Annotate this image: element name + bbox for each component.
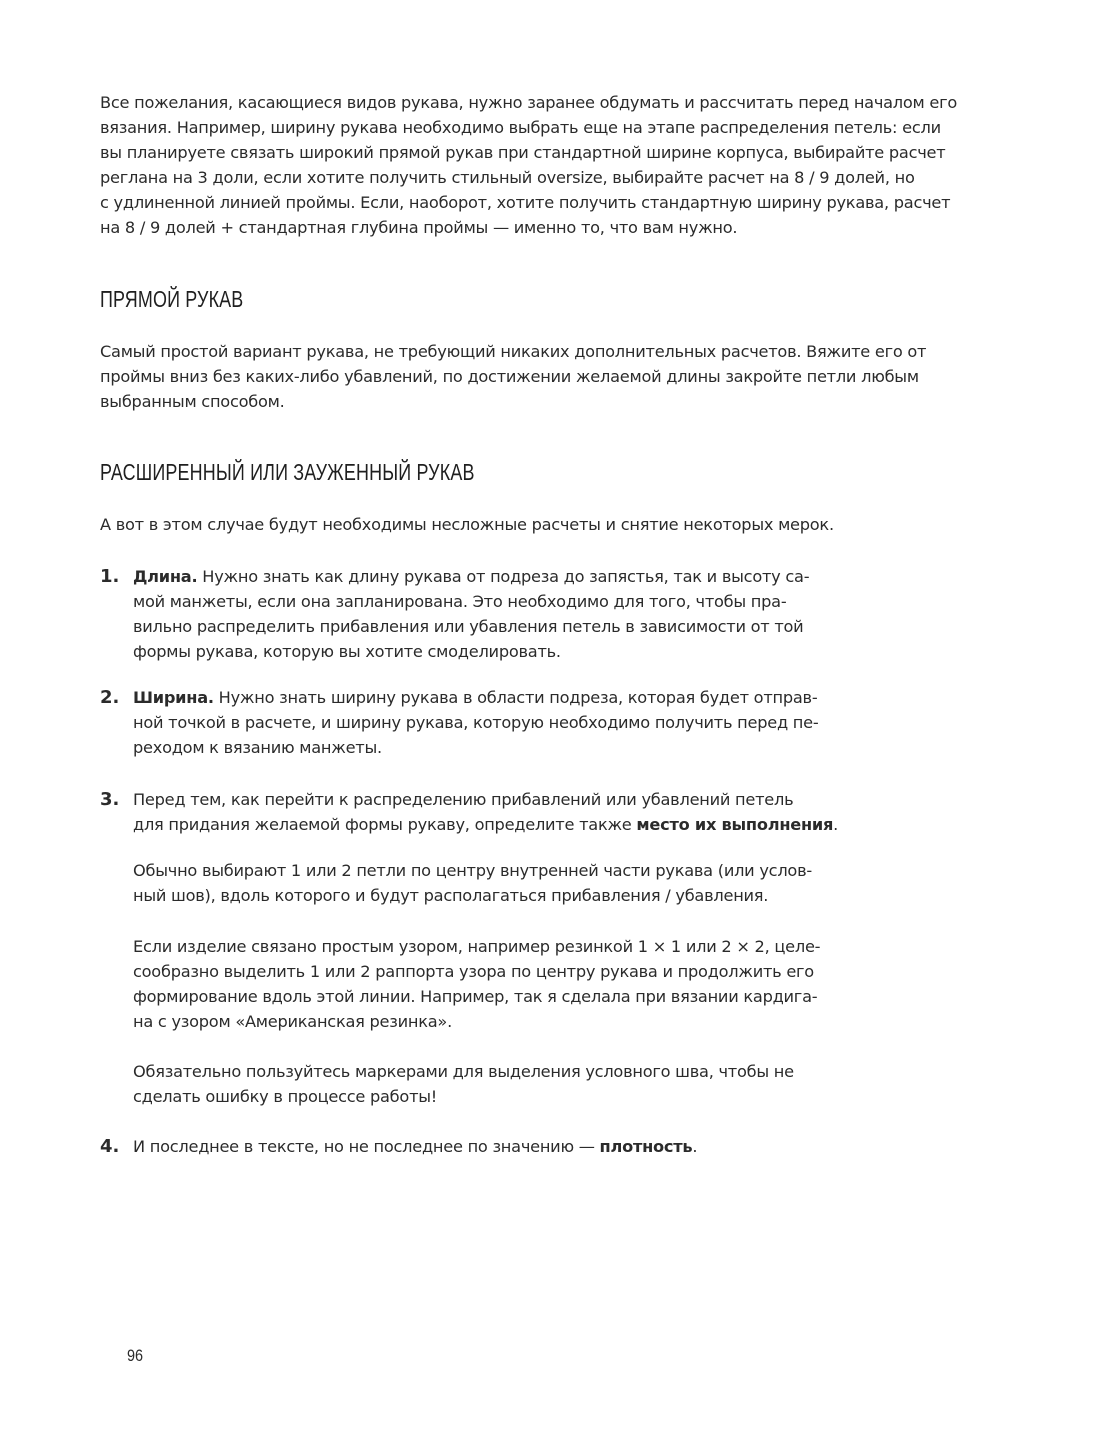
list-number-1: 1. xyxy=(100,566,120,587)
location-note-2: Если изделие связано простым узором, например резинкой 1 × 1 или 2 × 2, целе- сообразно выделить 1 или 2 раппорта узора по центру рукава и продолжить его формирование вдоль этой линии. Например, так я сделала при вязании кардига- на с узором «Американская резинка». xyxy=(133,937,821,1031)
list-number-3: 3. xyxy=(100,789,120,810)
location-note-3: Обязательно пользуйтесь маркерами для выделения условного шва, чтобы не сделать ошибку в процессе работы! xyxy=(133,1062,794,1106)
list-item-gauge: И последнее в тексте, но не последнее по значению — плотность. xyxy=(133,1137,698,1156)
list-item-length: Длина. Нужно знать как длину рукава от подреза до запястья, так и высоту са- мой манжеты, если она запланирована. Это необходимо для того, чтобы пра- вильно распределить прибавления или убавления петель в зависимости от той формы рукава, которую вы хотите смоделировать. xyxy=(133,567,810,661)
list-item-width: Ширина. Нужно знать ширину рукава в области подреза, которая будет отправ- ной точкой в расчете, и ширину рукава, которую необходимо получить перед пе- реходом к вязанию манжеты. xyxy=(133,688,819,757)
heading-wide-narrow-sleeve: РАСШИРЕННЫЙ ИЛИ ЗАУЖЕННЫЙ РУКАВ xyxy=(100,459,475,485)
list-item-location: Перед тем, как перейти к распределению прибавлений или убавлений петель для придания желаемой формы рукаву, определите также место их выполнения. xyxy=(133,790,839,834)
list-number-4: 4. xyxy=(100,1136,120,1157)
intro-paragraph: Все пожелания, касающиеся видов рукава, нужно заранее обдумать и рассчитать перед началом его вязания. Например, ширину рукава необходимо выбрать еще на этапе распределения петель: если вы планируете связать широкий прямой рукав при стандартной ширине корпуса, выбирайте расчет реглана на 3 доли, если хотите получить стильный oversize, выбирайте расчет на 8 / 9 долей, но с удлиненной линией проймы. Если, наоборот, хотите получить стандартную ширину рукава, расчет на 8 / 9 долей + стандартная глубина проймы — именно то, что вам нужно. xyxy=(100,93,958,237)
heading-straight-sleeve: ПРЯМОЙ РУКАВ xyxy=(100,286,244,312)
page-number: 96 xyxy=(127,1346,144,1365)
location-note-1: Обычно выбирают 1 или 2 петли по центру внутренней части рукава (или услов- ный шов), вдоль которого и будут располагаться прибавления / убавления. xyxy=(133,861,812,905)
intro-measurements: А вот в этом случае будут необходимы несложные расчеты и снятие некоторых мерок. xyxy=(100,515,834,534)
straight-sleeve-paragraph: Самый простой вариант рукава, не требующий никаких дополнительных расчетов. Вяжите его от проймы вниз без каких-либо убавлений, по достижении желаемой длины закройте петли любым выбранным способом. xyxy=(100,342,927,411)
list-number-2: 2. xyxy=(100,687,120,708)
